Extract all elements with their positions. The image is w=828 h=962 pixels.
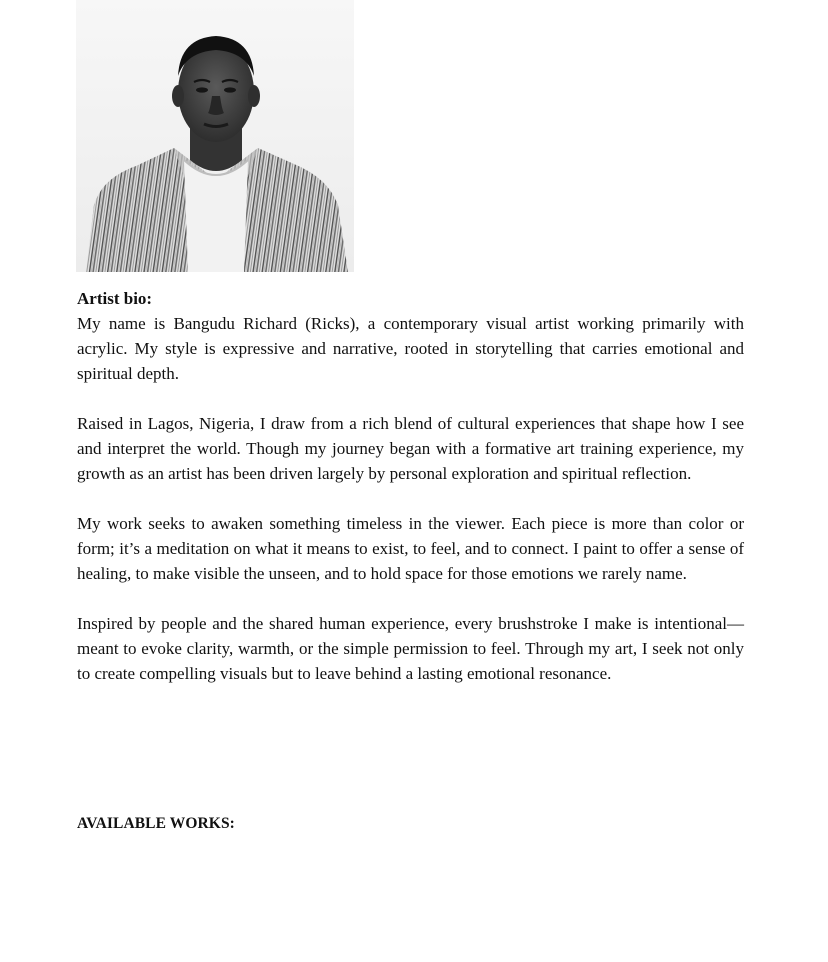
artist-bio-section <box>77 286 744 711</box>
bio-paragraph-4: Inspired by people and the shared human experience, every brushstroke I make is intentional—meant to evoke clarity, warmth, or the simple permission to feel. Through my art, I seek not only to create compelling visuals but to leave behind a lasting emotional resonance. <box>77 614 744 683</box>
bio-paragraph-2: Raised in Lagos, Nigeria, I draw from a rich blend of cultural experiences that shape how I see and interpret the world. Though my journey began with a formative art training experience, my growth as an artist has been driven largely by personal exploration and spiritual reflection. <box>77 414 744 483</box>
bio-paragraph-3: My work seeks to awaken something timeless in the viewer. Each piece is more than color or form; it’s a meditation on what it means to exist, to feel, and to connect. I paint to offer a sense of healing, to make visible the unseen, and to hold space for those emotions we rarely name. <box>77 514 744 583</box>
artist-portrait-photo <box>76 0 354 272</box>
available-works-heading: AVAILABLE WORKS: <box>77 815 235 832</box>
artist-bio-heading: Artist bio: <box>77 289 153 308</box>
bio-paragraph-1: My name is Bangudu Richard (Ricks), a contemporary visual artist working primarily with acrylic. My style is expressive and narrative, rooted in storytelling that carries emotional and spiritual depth. <box>77 314 744 383</box>
